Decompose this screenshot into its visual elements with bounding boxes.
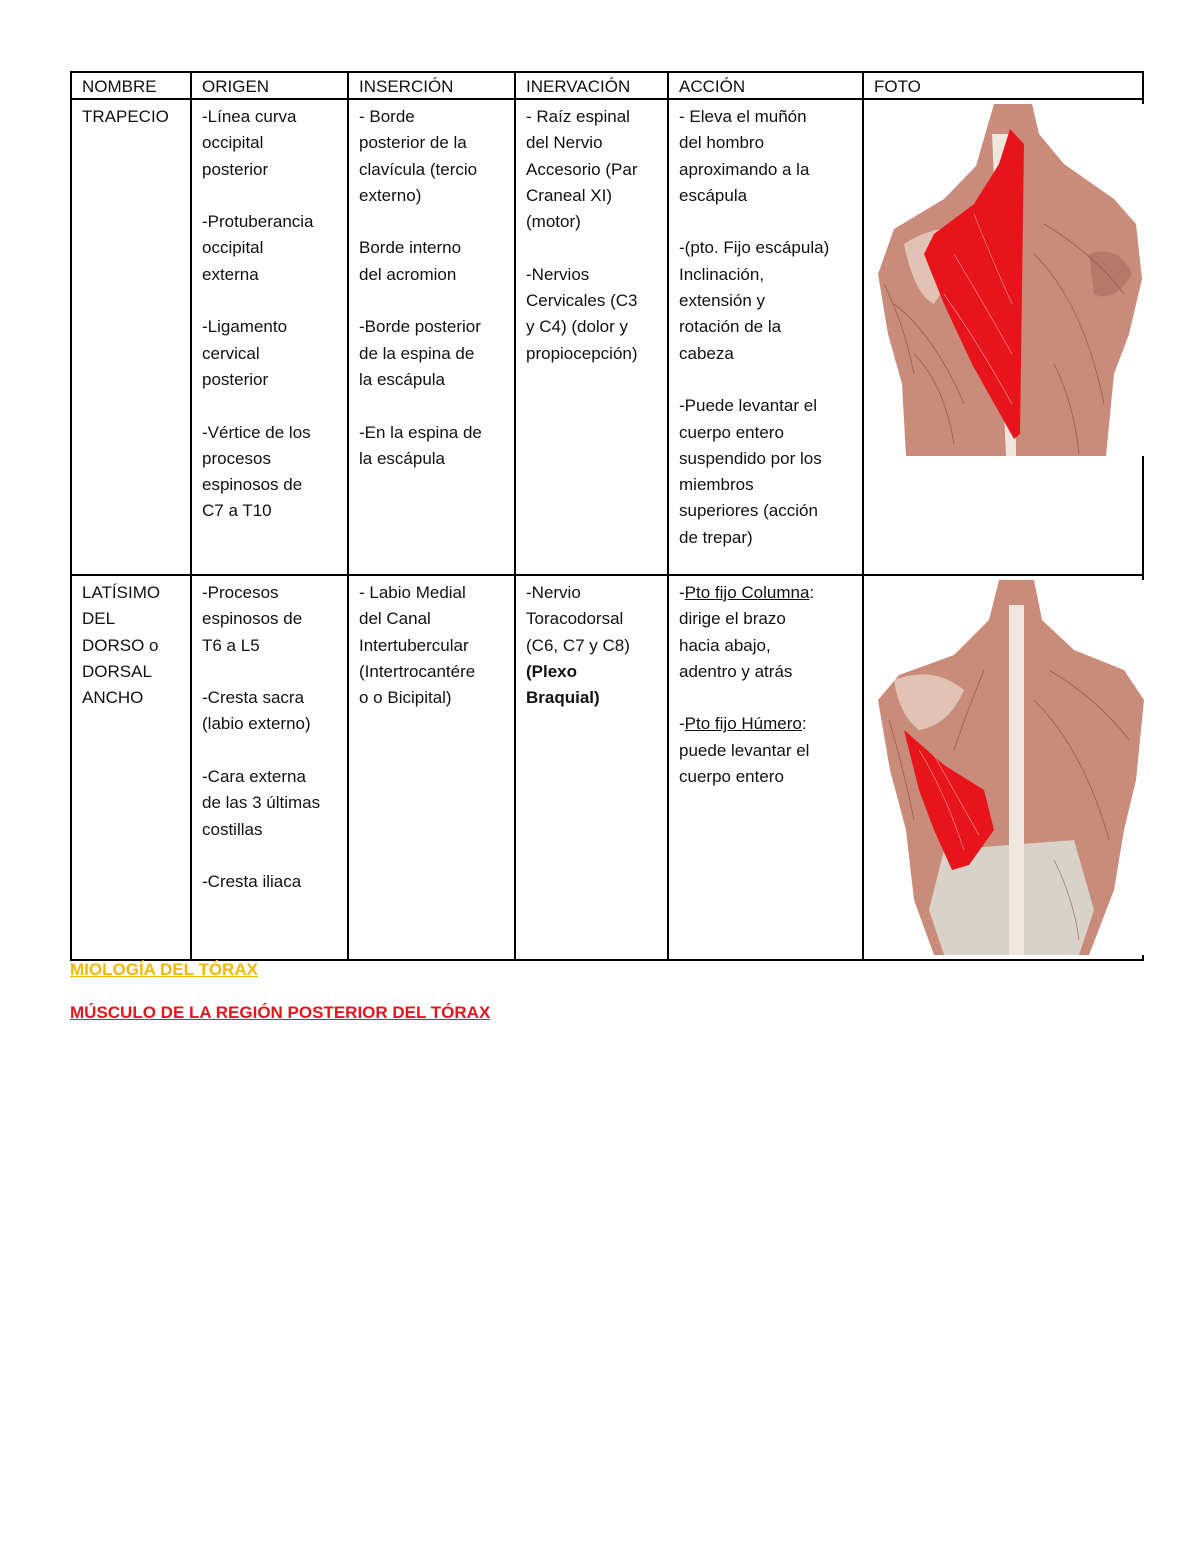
cell-origen bbox=[191, 99, 348, 575]
text-line: y C4) (dolor y bbox=[526, 317, 629, 337]
blank-line bbox=[526, 235, 657, 261]
text-line: rotación de la bbox=[679, 317, 782, 337]
line-text: : bbox=[809, 583, 815, 602]
text-line: - Eleva el muñón bbox=[679, 107, 807, 126]
text-line: miembros bbox=[679, 475, 754, 495]
text-line: cabeza bbox=[679, 343, 734, 363]
text-line: la escápula bbox=[359, 369, 446, 389]
text-line: -En la espina de bbox=[359, 422, 482, 442]
text-line: -Nervio bbox=[526, 583, 581, 602]
text-line: escápula bbox=[679, 185, 748, 205]
text-line: (labio externo) bbox=[202, 714, 311, 734]
text-line: propiocepción) bbox=[526, 343, 638, 363]
text-line: cervical bbox=[202, 343, 260, 363]
text-line: clavícula (tercio bbox=[359, 159, 478, 179]
text-line: posterior bbox=[202, 369, 269, 389]
text-line: espinosos de bbox=[202, 609, 303, 629]
trapezius-anatomy-illustration bbox=[874, 104, 1149, 456]
text-line: -Protuberancia bbox=[202, 212, 314, 232]
header-inervacion: INERVACIÓN bbox=[515, 72, 668, 99]
header-foto: FOTO bbox=[863, 72, 1143, 99]
text-line bbox=[679, 606, 852, 632]
text-line: - Labio Medial bbox=[359, 583, 466, 602]
muscle-table bbox=[70, 71, 1144, 961]
blank-line bbox=[202, 288, 337, 314]
cell-inervacion bbox=[515, 99, 668, 575]
text-line: DEL bbox=[82, 609, 116, 629]
blank-line bbox=[359, 393, 504, 419]
text-line: suspendido por los bbox=[679, 448, 822, 468]
underlined-term: Pto fijo Húmero bbox=[684, 714, 802, 734]
cell-insercion bbox=[348, 575, 515, 960]
header-insercion: INSERCIÓN bbox=[348, 72, 515, 99]
text-line: Toracodorsal bbox=[526, 609, 624, 629]
text-line: cuerpo entero bbox=[679, 422, 784, 442]
text-line: LATÍSIMO bbox=[82, 583, 161, 602]
blank-line bbox=[679, 367, 852, 393]
text-line: -Nervios bbox=[526, 264, 590, 284]
text-line: (Plexo bbox=[526, 661, 578, 681]
line-text: hacia abajo, bbox=[679, 635, 771, 655]
text-line: C7 a T10 bbox=[202, 501, 272, 521]
text-line: o o Bicipital) bbox=[359, 688, 452, 708]
section-title-region-posterior: MÚSCULO DE LA REGIÓN POSTERIOR DEL TÓRAX bbox=[70, 1003, 491, 1022]
text-line bbox=[679, 738, 852, 764]
text-line: de trepar) bbox=[679, 527, 753, 547]
header-nombre: NOMBRE bbox=[71, 72, 191, 99]
cell-photo bbox=[863, 99, 1143, 575]
blank-line bbox=[202, 393, 337, 419]
text-line: occipital bbox=[202, 238, 264, 258]
text-line: TRAPECIO bbox=[82, 107, 169, 126]
text-line: costillas bbox=[202, 819, 263, 839]
text-line bbox=[679, 659, 852, 685]
blank-line bbox=[202, 659, 337, 685]
text-line bbox=[679, 711, 852, 737]
text-line: - Borde bbox=[359, 107, 415, 126]
blank-line bbox=[359, 209, 504, 235]
text-line: -Borde posterior bbox=[359, 317, 481, 337]
text-line: -Cara externa bbox=[202, 767, 306, 787]
text-line: del acromion bbox=[359, 264, 457, 284]
text-line: Intertubercular bbox=[359, 635, 469, 655]
text-line: de las 3 últimas bbox=[202, 793, 321, 813]
text-line: -Cresta iliaca bbox=[202, 872, 302, 892]
cell-name bbox=[71, 575, 191, 960]
line-text: cuerpo entero bbox=[679, 767, 784, 787]
blank-line bbox=[202, 843, 337, 869]
text-line: -Procesos bbox=[202, 583, 279, 602]
text-line: procesos bbox=[202, 448, 271, 468]
table-row-latisimo bbox=[71, 575, 1143, 960]
text-line: Borde interno bbox=[359, 238, 462, 258]
text-line: -Línea curva bbox=[202, 107, 297, 126]
text-line: -Cresta sacra bbox=[202, 688, 305, 708]
text-line: ANCHO bbox=[82, 688, 144, 708]
cell-accion bbox=[668, 575, 863, 960]
text-line: (Intertrocantére bbox=[359, 661, 476, 681]
table-row-trapecio bbox=[71, 99, 1143, 575]
text-line: posterior bbox=[202, 159, 269, 179]
text-line: Accesorio (Par bbox=[526, 159, 638, 179]
text-line: DORSAL bbox=[82, 661, 152, 681]
text-line: Cervicales (C3 bbox=[526, 291, 638, 311]
line-text: adentro y atrás bbox=[679, 661, 793, 681]
line-text: dirige el brazo bbox=[679, 609, 786, 629]
table-header-row bbox=[71, 72, 1143, 99]
text-line: -Ligamento bbox=[202, 317, 288, 337]
header-origen: ORIGEN bbox=[191, 72, 348, 99]
text-line: del Nervio bbox=[526, 133, 603, 153]
cell-inervacion bbox=[515, 575, 668, 960]
text-line: del Canal bbox=[359, 609, 431, 629]
text-line: superiores (acción bbox=[679, 501, 818, 521]
blank-line bbox=[679, 209, 852, 235]
cell-insercion bbox=[348, 99, 515, 575]
text-line: -Puede levantar el bbox=[679, 396, 817, 416]
blank-line bbox=[202, 738, 337, 764]
text-line: -(pto. Fijo escápula) bbox=[679, 238, 830, 258]
text-line bbox=[679, 580, 852, 606]
text-line bbox=[679, 633, 852, 659]
underlined-term: Pto fijo Columna bbox=[684, 583, 810, 602]
cell-origen bbox=[191, 575, 348, 960]
text-line: (motor) bbox=[526, 212, 581, 232]
line-prefix: - bbox=[679, 714, 685, 734]
blank-line bbox=[202, 183, 337, 209]
text-line: - Raíz espinal bbox=[526, 107, 630, 126]
text-line: extensión y bbox=[679, 291, 765, 311]
cell-name bbox=[71, 99, 191, 575]
text-line bbox=[679, 764, 852, 790]
text-line: espinosos de bbox=[202, 475, 303, 495]
line-text: puede levantar el bbox=[679, 740, 810, 760]
line-prefix: - bbox=[679, 583, 685, 602]
latissimus-dorsi-anatomy-illustration bbox=[874, 580, 1149, 955]
text-line: DORSO o bbox=[82, 635, 159, 655]
blank-line bbox=[679, 685, 852, 711]
text-line: Craneal XI) bbox=[526, 185, 612, 205]
header-accion: ACCIÓN bbox=[668, 72, 863, 99]
blank-line bbox=[359, 288, 504, 314]
section-title-miologia: MIOLOGÍA DEL TÓRAX bbox=[70, 960, 258, 979]
cell-photo bbox=[863, 575, 1143, 960]
text-line: Inclinación, bbox=[679, 264, 765, 284]
text-line: Braquial) bbox=[526, 688, 600, 708]
text-line: posterior de la bbox=[359, 133, 467, 153]
text-line: -Vértice de los bbox=[202, 422, 311, 442]
text-line: la escápula bbox=[359, 448, 446, 468]
text-line: occipital bbox=[202, 133, 264, 153]
text-line: externa bbox=[202, 264, 259, 284]
line-text: : bbox=[801, 714, 807, 734]
text-line: externo) bbox=[359, 185, 422, 205]
text-line: aproximando a la bbox=[679, 159, 810, 179]
text-line: T6 a L5 bbox=[202, 635, 260, 655]
cell-accion bbox=[668, 99, 863, 575]
text-line: (C6, C7 y C8) bbox=[526, 635, 630, 655]
text-line: del hombro bbox=[679, 133, 765, 153]
text-line: de la espina de bbox=[359, 343, 475, 363]
